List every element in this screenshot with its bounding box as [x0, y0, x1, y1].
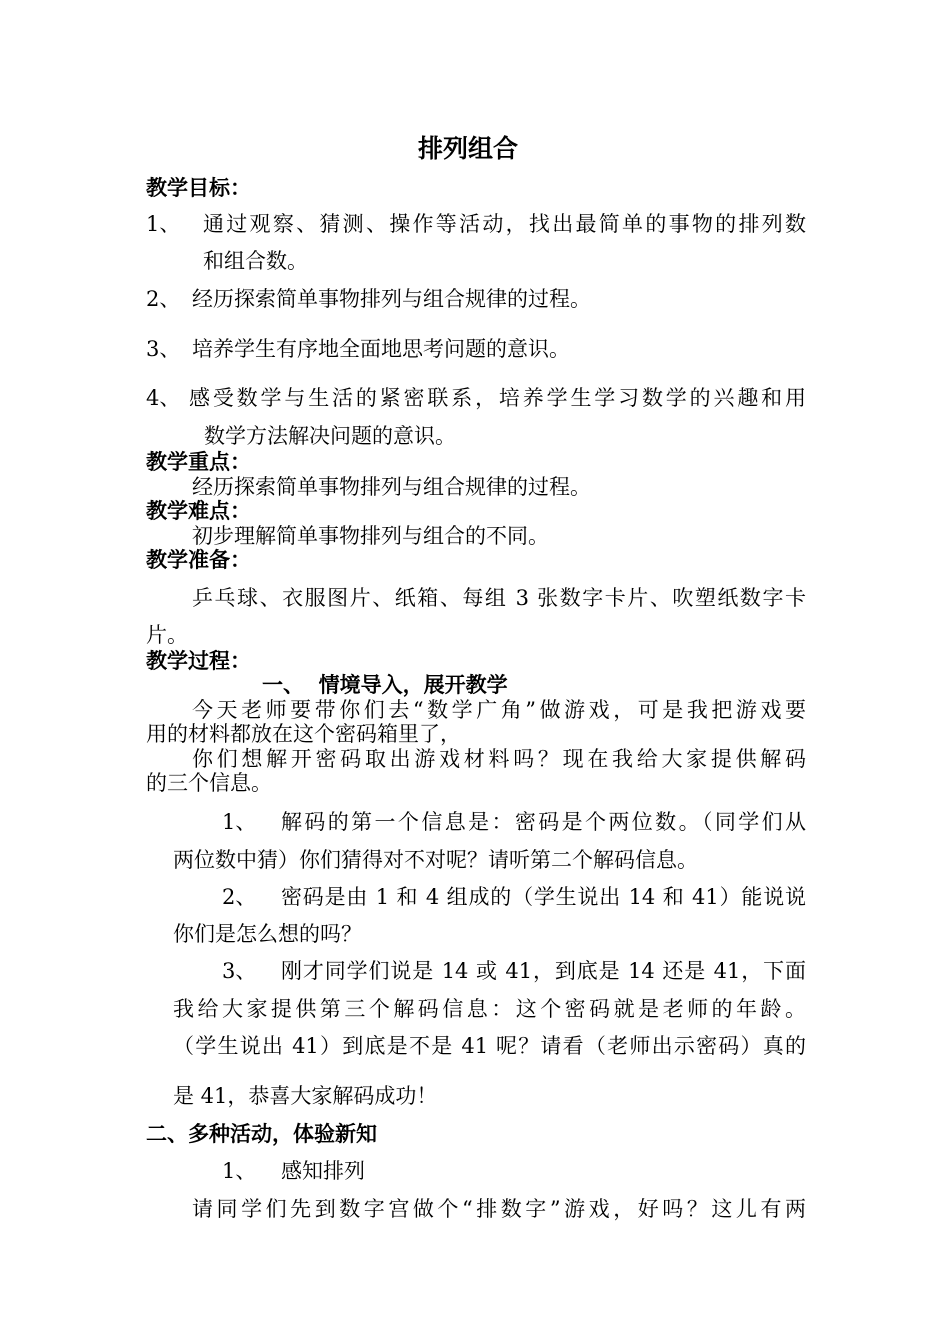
clue-1-number: 1、: [222, 810, 257, 834]
section-1-para-2-line2: 的三个信息。: [146, 771, 272, 795]
objective-2-text: 经历探索简单事物排列与组合规律的过程。: [192, 287, 591, 311]
clue-3-number: 3、: [222, 959, 257, 983]
objective-4-line1: 感受数学与生活的紧密联系，培养学生学习数学的兴趣和用: [189, 386, 806, 410]
process-heading: 教学过程：: [146, 649, 251, 673]
preparation-heading: 教学准备：: [146, 548, 251, 572]
clue-3-line3: （学生说出 41）到底是不是 41 呢？请看（老师出示密码）真的: [173, 1034, 806, 1058]
objective-3-number: 3、: [146, 337, 181, 361]
objective-1-line2: 和组合数。: [203, 249, 308, 273]
section-2-heading: 二、多种活动，体验新知: [146, 1122, 377, 1146]
objectives-heading: 教学目标：: [146, 176, 251, 200]
preparation-line1: 乒乓球、衣服图片、纸箱、每组 3 张数字卡片、吹塑纸数字卡: [192, 586, 806, 610]
objective-1-line1: 通过观察、猜测、操作等活动，找出最简单的事物的排列数: [203, 212, 806, 236]
objective-2-number: 2、: [146, 287, 181, 311]
objective-1-number: 1、: [146, 212, 181, 236]
key-point-heading: 教学重点：: [146, 450, 251, 474]
section-1-para-1-line1: 今天老师要带你们去“数学广角”做游戏，可是我把游戏要: [192, 698, 806, 722]
clue-1-line2: 两位数中猜）你们猜得对不对呢？请听第二个解码信息。: [173, 848, 698, 872]
objective-4-line2: 数学方法解决问题的意识。: [204, 424, 456, 448]
clue-3-line1: 刚才同学们说是 14 或 41，到底是 14 还是 41，下面: [281, 959, 806, 983]
clue-2-number: 2、: [222, 885, 257, 909]
clue-2-line2: 你们是怎么想的吗？: [173, 922, 362, 946]
clue-3-line2: 我给大家提供第三个解码信息：这个密码就是老师的年龄。: [173, 997, 806, 1021]
section-1-heading: 一、 情境导入，展开教学: [262, 673, 508, 697]
section-2-sub-number: 1、: [222, 1159, 257, 1183]
key-point-text: 经历探索简单事物排列与组合规律的过程。: [192, 475, 591, 499]
section-1-para-2-line1: 你们想解开密码取出游戏材料吗？现在我给大家提供解码: [192, 747, 806, 771]
clue-2-line1: 密码是由 1 和 4 组成的（学生说出 14 和 41）能说说: [281, 885, 806, 909]
page-title: 排列组合: [418, 134, 519, 163]
objective-3-text: 培养学生有序地全面地思考问题的意识。: [192, 337, 570, 361]
section-2-paragraph: 请同学们先到数字宫做个“排数字”游戏，好吗？这儿有两: [192, 1197, 806, 1221]
objective-4-number: 4、: [146, 386, 181, 410]
clue-1-line1: 解码的第一个信息是：密码是个两位数。（同学们从: [281, 810, 806, 834]
clue-3-line4: 是 41，恭喜大家解码成功！: [173, 1084, 438, 1108]
difficulty-text: 初步理解简单事物排列与组合的不同。: [192, 524, 549, 548]
section-2-sub-label: 感知排列: [281, 1159, 365, 1183]
difficulty-heading: 教学难点：: [146, 499, 251, 523]
preparation-line2: 片。: [146, 623, 188, 647]
section-1-para-1-line2: 用的材料都放在这个密码箱里了，: [146, 722, 461, 746]
